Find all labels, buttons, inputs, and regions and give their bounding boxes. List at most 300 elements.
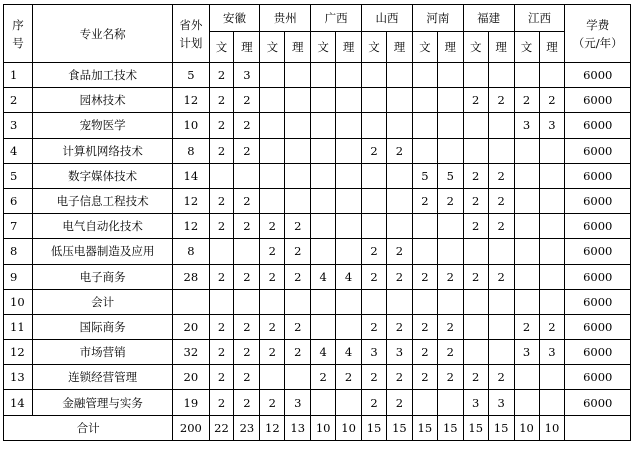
row-plan: 8 (173, 239, 209, 264)
row-quota-cell (285, 88, 311, 113)
header-subject-wen: 文 (463, 32, 488, 63)
row-quota-cell: 2 (260, 340, 285, 365)
row-quota-cell: 2 (285, 340, 311, 365)
row-quota-cell: 2 (362, 390, 387, 415)
row-quota-cell: 2 (311, 365, 336, 390)
row-quota-cell: 2 (209, 138, 234, 163)
row-fee: 6000 (565, 88, 631, 113)
row-index: 11 (4, 314, 33, 339)
row-index: 4 (4, 138, 33, 163)
table-row (4, 113, 631, 138)
row-quota-cell (437, 138, 463, 163)
header-subject-li: 理 (488, 32, 514, 63)
header-province: 广西 (311, 5, 362, 32)
table-row (4, 63, 631, 88)
row-quota-cell (362, 163, 387, 188)
row-quota-cell (514, 239, 539, 264)
row-major: 电气自动化技术 (33, 214, 173, 239)
row-quota-cell (234, 289, 260, 314)
row-fee: 6000 (565, 138, 631, 163)
row-quota-cell (514, 163, 539, 188)
row-quota-cell (539, 239, 565, 264)
row-quota-cell: 4 (311, 340, 336, 365)
table-row (4, 314, 631, 339)
header-subject-wen: 文 (362, 32, 387, 63)
row-plan: 8 (173, 138, 209, 163)
row-quota-cell: 2 (336, 365, 362, 390)
row-quota-cell: 2 (386, 138, 412, 163)
row-quota-cell (412, 214, 437, 239)
row-quota-cell (539, 390, 565, 415)
row-quota-cell: 2 (209, 188, 234, 213)
row-quota-cell (386, 163, 412, 188)
row-plan: 32 (173, 340, 209, 365)
row-quota-cell: 2 (386, 314, 412, 339)
row-quota-cell (386, 289, 412, 314)
row-quota-cell (234, 163, 260, 188)
row-quota-cell (311, 239, 336, 264)
row-quota-cell (336, 214, 362, 239)
row-quota-cell: 5 (412, 163, 437, 188)
row-plan: 14 (173, 163, 209, 188)
row-quota-cell (336, 63, 362, 88)
row-quota-cell (311, 113, 336, 138)
row-quota-cell: 5 (437, 163, 463, 188)
row-quota-cell (362, 113, 387, 138)
row-quota-cell: 3 (514, 340, 539, 365)
table-row (4, 390, 631, 415)
row-quota-cell (362, 214, 387, 239)
row-quota-cell: 2 (234, 365, 260, 390)
row-quota-cell: 2 (234, 214, 260, 239)
row-quota-cell (386, 88, 412, 113)
row-quota-cell: 2 (209, 340, 234, 365)
row-quota-cell: 2 (234, 113, 260, 138)
total-quota-cell: 22 (209, 415, 234, 440)
row-quota-cell: 3 (386, 340, 412, 365)
row-quota-cell (539, 138, 565, 163)
row-quota-cell: 2 (234, 340, 260, 365)
row-fee: 6000 (565, 239, 631, 264)
header-province: 福建 (463, 5, 514, 32)
row-quota-cell (285, 138, 311, 163)
row-quota-cell (285, 365, 311, 390)
row-plan: 12 (173, 88, 209, 113)
header-subject-wen: 文 (209, 32, 234, 63)
row-plan: 19 (173, 390, 209, 415)
row-quota-cell (463, 340, 488, 365)
row-quota-cell (463, 138, 488, 163)
row-quota-cell (412, 138, 437, 163)
row-fee: 6000 (565, 113, 631, 138)
row-quota-cell (260, 113, 285, 138)
header-subject-li: 理 (437, 32, 463, 63)
row-major: 园林技术 (33, 88, 173, 113)
row-index: 13 (4, 365, 33, 390)
row-quota-cell: 2 (234, 188, 260, 213)
row-quota-cell (386, 113, 412, 138)
row-quota-cell: 2 (234, 138, 260, 163)
row-quota-cell: 2 (539, 314, 565, 339)
row-quota-cell (437, 390, 463, 415)
row-major: 市场营销 (33, 340, 173, 365)
row-quota-cell: 2 (437, 188, 463, 213)
row-quota-cell (463, 314, 488, 339)
row-quota-cell: 2 (260, 390, 285, 415)
row-quota-cell: 2 (285, 314, 311, 339)
row-quota-cell (336, 188, 362, 213)
row-quota-cell (437, 88, 463, 113)
row-plan: 20 (173, 365, 209, 390)
row-quota-cell (209, 239, 234, 264)
row-quota-cell (539, 163, 565, 188)
row-quota-cell: 2 (260, 314, 285, 339)
row-quota-cell (386, 188, 412, 213)
row-quota-cell (488, 63, 514, 88)
row-fee: 6000 (565, 264, 631, 289)
row-quota-cell (437, 214, 463, 239)
header-subject-li: 理 (234, 32, 260, 63)
row-quota-cell: 2 (437, 340, 463, 365)
row-major: 金融管理与实务 (33, 390, 173, 415)
row-quota-cell: 2 (234, 390, 260, 415)
row-quota-cell: 2 (463, 88, 488, 113)
header-province: 贵州 (260, 5, 311, 32)
total-quota-cell: 13 (285, 415, 311, 440)
row-quota-cell: 2 (234, 264, 260, 289)
header-province: 安徽 (209, 5, 260, 32)
row-plan: 12 (173, 214, 209, 239)
row-quota-cell (285, 63, 311, 88)
row-quota-cell: 2 (234, 88, 260, 113)
total-quota-cell: 10 (539, 415, 565, 440)
row-quota-cell: 3 (514, 113, 539, 138)
row-quota-cell (311, 163, 336, 188)
row-quota-cell (311, 289, 336, 314)
row-quota-cell (412, 63, 437, 88)
row-quota-cell: 2 (234, 314, 260, 339)
row-quota-cell: 2 (463, 214, 488, 239)
row-quota-cell: 2 (362, 264, 387, 289)
row-quota-cell (362, 289, 387, 314)
row-quota-cell: 2 (386, 239, 412, 264)
row-quota-cell: 2 (463, 365, 488, 390)
row-index: 10 (4, 289, 33, 314)
row-quota-cell (285, 113, 311, 138)
row-quota-cell: 2 (386, 365, 412, 390)
row-quota-cell: 4 (311, 264, 336, 289)
row-quota-cell (285, 289, 311, 314)
total-label: 合计 (4, 415, 173, 440)
row-major: 电子信息工程技术 (33, 188, 173, 213)
row-major: 会计 (33, 289, 173, 314)
row-major: 数字媒体技术 (33, 163, 173, 188)
row-quota-cell (539, 188, 565, 213)
total-quota-cell: 10 (311, 415, 336, 440)
header-subject-wen: 文 (260, 32, 285, 63)
row-index: 9 (4, 264, 33, 289)
row-quota-cell (539, 264, 565, 289)
total-quota-cell: 15 (362, 415, 387, 440)
row-quota-cell (311, 214, 336, 239)
total-row (4, 415, 631, 440)
row-quota-cell: 2 (362, 138, 387, 163)
row-index: 6 (4, 188, 33, 213)
row-quota-cell: 2 (488, 163, 514, 188)
row-quota-cell (260, 365, 285, 390)
row-quota-cell: 2 (209, 314, 234, 339)
row-quota-cell (514, 138, 539, 163)
row-quota-cell: 2 (260, 239, 285, 264)
row-quota-cell: 3 (488, 390, 514, 415)
row-quota-cell: 2 (412, 365, 437, 390)
row-quota-cell (285, 188, 311, 213)
row-quota-cell (386, 214, 412, 239)
row-quota-cell: 3 (285, 390, 311, 415)
table-row (4, 188, 631, 213)
row-quota-cell: 2 (209, 214, 234, 239)
header-fee: 学费 （元/年） (565, 5, 631, 63)
row-quota-cell (488, 314, 514, 339)
header-major: 专业名称 (33, 5, 173, 63)
row-quota-cell (336, 390, 362, 415)
row-plan: 20 (173, 314, 209, 339)
row-quota-cell (488, 113, 514, 138)
row-quota-cell: 2 (209, 63, 234, 88)
table-row (4, 214, 631, 239)
row-index: 7 (4, 214, 33, 239)
total-quota-cell: 15 (386, 415, 412, 440)
row-quota-cell: 2 (285, 214, 311, 239)
table-row (4, 88, 631, 113)
row-fee: 6000 (565, 63, 631, 88)
row-quota-cell: 2 (362, 314, 387, 339)
row-quota-cell: 2 (209, 365, 234, 390)
row-quota-cell (488, 289, 514, 314)
row-quota-cell (437, 113, 463, 138)
row-quota-cell (514, 390, 539, 415)
row-quota-cell: 2 (260, 264, 285, 289)
row-quota-cell: 2 (488, 264, 514, 289)
row-quota-cell: 2 (412, 340, 437, 365)
row-quota-cell (260, 138, 285, 163)
row-quota-cell (260, 163, 285, 188)
row-quota-cell (437, 289, 463, 314)
row-quota-cell (514, 214, 539, 239)
row-quota-cell (234, 239, 260, 264)
row-quota-cell: 2 (437, 365, 463, 390)
row-fee: 6000 (565, 214, 631, 239)
row-major: 食品加工技术 (33, 63, 173, 88)
table-body (4, 63, 631, 441)
row-quota-cell: 2 (463, 163, 488, 188)
row-quota-cell: 2 (412, 314, 437, 339)
row-fee: 6000 (565, 163, 631, 188)
header-province: 山西 (362, 5, 413, 32)
row-quota-cell (336, 113, 362, 138)
row-quota-cell (488, 138, 514, 163)
row-quota-cell: 2 (209, 113, 234, 138)
row-quota-cell: 2 (488, 214, 514, 239)
row-quota-cell (362, 63, 387, 88)
row-quota-cell (362, 188, 387, 213)
row-major: 计算机网络技术 (33, 138, 173, 163)
total-quota-cell: 12 (260, 415, 285, 440)
row-major: 电子商务 (33, 264, 173, 289)
row-major: 宠物医学 (33, 113, 173, 138)
row-index: 2 (4, 88, 33, 113)
row-quota-cell (386, 63, 412, 88)
row-quota-cell (311, 188, 336, 213)
table-row (4, 163, 631, 188)
row-quota-cell (437, 239, 463, 264)
row-quota-cell (463, 63, 488, 88)
table-row (4, 365, 631, 390)
row-quota-cell: 2 (514, 314, 539, 339)
row-quota-cell (412, 113, 437, 138)
row-quota-cell: 3 (234, 63, 260, 88)
row-fee: 6000 (565, 314, 631, 339)
header-province: 河南 (412, 5, 463, 32)
row-quota-cell: 2 (463, 264, 488, 289)
row-quota-cell: 2 (488, 88, 514, 113)
row-quota-cell (336, 163, 362, 188)
row-quota-cell (311, 88, 336, 113)
row-major: 低压电器制造及应用 (33, 239, 173, 264)
row-quota-cell (260, 289, 285, 314)
row-quota-cell: 4 (336, 340, 362, 365)
row-fee: 6000 (565, 340, 631, 365)
total-quota-cell: 15 (437, 415, 463, 440)
total-quota-cell: 23 (234, 415, 260, 440)
row-quota-cell: 3 (539, 340, 565, 365)
row-quota-cell: 2 (285, 239, 311, 264)
table-row (4, 138, 631, 163)
row-quota-cell: 2 (209, 390, 234, 415)
row-quota-cell (362, 88, 387, 113)
row-quota-cell (336, 239, 362, 264)
row-quota-cell: 4 (336, 264, 362, 289)
row-fee: 6000 (565, 365, 631, 390)
header-outside-plan: 省外 计划 (173, 5, 209, 63)
row-quota-cell: 2 (539, 88, 565, 113)
row-quota-cell (260, 188, 285, 213)
header-subject-wen: 文 (412, 32, 437, 63)
row-major: 国际商务 (33, 314, 173, 339)
row-quota-cell: 2 (437, 314, 463, 339)
row-quota-cell (514, 63, 539, 88)
row-quota-cell: 2 (412, 264, 437, 289)
row-quota-cell: 2 (514, 88, 539, 113)
row-quota-cell: 2 (209, 264, 234, 289)
header-subject-li: 理 (386, 32, 412, 63)
row-plan: 12 (173, 188, 209, 213)
row-index: 12 (4, 340, 33, 365)
row-quota-cell (463, 239, 488, 264)
row-index: 3 (4, 113, 33, 138)
table-row (4, 264, 631, 289)
row-quota-cell: 2 (362, 239, 387, 264)
row-index: 1 (4, 63, 33, 88)
row-quota-cell (514, 188, 539, 213)
row-index: 8 (4, 239, 33, 264)
row-quota-cell (463, 289, 488, 314)
row-quota-cell (336, 88, 362, 113)
row-quota-cell: 2 (463, 188, 488, 213)
row-quota-cell (311, 138, 336, 163)
total-quota-cell: 10 (514, 415, 539, 440)
enrollment-plan-table (3, 4, 631, 441)
header-index: 序 号 (4, 5, 33, 63)
row-quota-cell (311, 314, 336, 339)
row-quota-cell (412, 289, 437, 314)
row-quota-cell (311, 63, 336, 88)
row-quota-cell (539, 63, 565, 88)
row-quota-cell (412, 239, 437, 264)
row-quota-cell (311, 390, 336, 415)
row-quota-cell (285, 163, 311, 188)
row-quota-cell: 2 (386, 264, 412, 289)
row-plan (173, 289, 209, 314)
row-quota-cell (336, 289, 362, 314)
row-quota-cell (539, 289, 565, 314)
row-quota-cell (260, 88, 285, 113)
row-quota-cell: 2 (437, 264, 463, 289)
total-quota-cell: 15 (463, 415, 488, 440)
row-quota-cell (539, 365, 565, 390)
row-quota-cell: 2 (488, 365, 514, 390)
row-index: 5 (4, 163, 33, 188)
row-quota-cell: 2 (488, 188, 514, 213)
row-quota-cell: 2 (209, 88, 234, 113)
row-index: 14 (4, 390, 33, 415)
total-quota-cell: 15 (412, 415, 437, 440)
row-quota-cell (412, 88, 437, 113)
row-quota-cell: 2 (285, 264, 311, 289)
row-quota-cell: 2 (362, 365, 387, 390)
header-subject-li: 理 (539, 32, 565, 63)
header-subject-wen: 文 (311, 32, 336, 63)
row-quota-cell (514, 365, 539, 390)
header-row-provinces (4, 5, 631, 32)
row-plan: 10 (173, 113, 209, 138)
table-row (4, 289, 631, 314)
header-subject-wen: 文 (514, 32, 539, 63)
total-quota-cell: 10 (336, 415, 362, 440)
row-fee: 6000 (565, 390, 631, 415)
row-quota-cell (209, 289, 234, 314)
total-quota-cell: 15 (488, 415, 514, 440)
row-quota-cell (488, 239, 514, 264)
row-quota-cell (336, 314, 362, 339)
row-quota-cell (260, 63, 285, 88)
row-quota-cell: 3 (539, 113, 565, 138)
row-quota-cell: 3 (463, 390, 488, 415)
row-quota-cell (514, 289, 539, 314)
row-plan: 5 (173, 63, 209, 88)
table-row (4, 239, 631, 264)
row-quota-cell (437, 63, 463, 88)
row-quota-cell (463, 113, 488, 138)
row-quota-cell: 2 (386, 390, 412, 415)
row-fee: 6000 (565, 289, 631, 314)
row-major: 连锁经营管理 (33, 365, 173, 390)
table-row (4, 340, 631, 365)
row-quota-cell (412, 390, 437, 415)
row-quota-cell: 3 (362, 340, 387, 365)
row-quota-cell (539, 214, 565, 239)
total-fee (565, 415, 631, 440)
